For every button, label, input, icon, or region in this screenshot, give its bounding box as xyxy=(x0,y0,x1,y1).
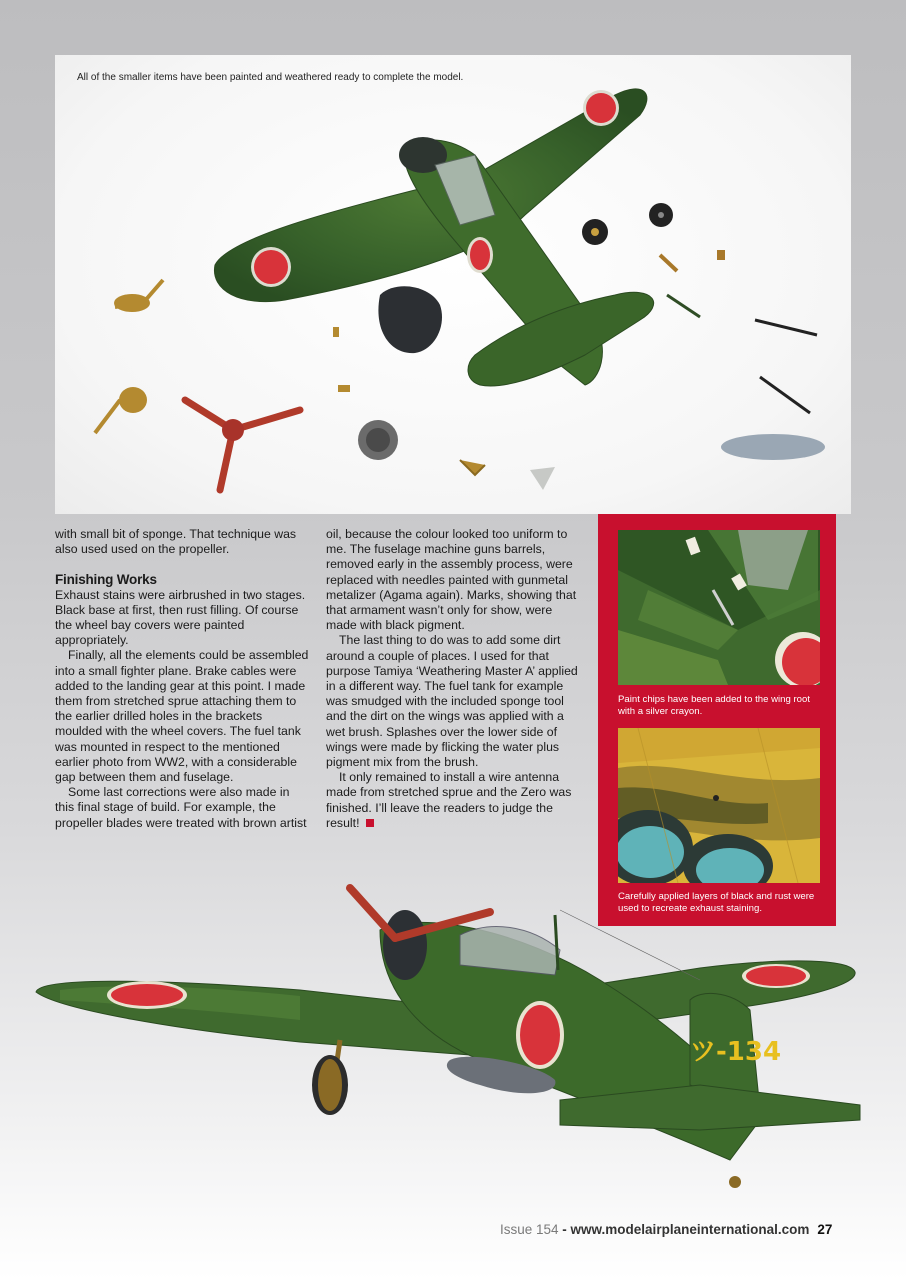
end-of-article-marker xyxy=(366,819,374,827)
top-photo xyxy=(55,55,851,514)
col2-paragraph-3-wrapper xyxy=(326,770,582,831)
inset-photo-wing-root xyxy=(618,530,820,685)
photo-sidebar xyxy=(598,514,836,926)
finished-model-image xyxy=(0,870,906,1200)
website-url[interactable]: www.modelairplaneinternational.com xyxy=(570,1222,810,1237)
page-number: 27 xyxy=(817,1222,833,1237)
issue-number: Issue 154 xyxy=(500,1222,559,1237)
col1-paragraph-2: Exhaust stains were airbrushed in two stages. Black base at first, then rust filling. Of course the wheel bay covers were painted appropriately. xyxy=(55,587,306,648)
section-heading: Finishing Works xyxy=(55,572,157,588)
inset-photo-exhaust xyxy=(618,728,820,883)
tail-code-text: ツ-134 xyxy=(690,1037,782,1067)
col2-paragraph-1: oil, because the colour looked too uniform to me. The fuselage machine guns barrels, removed early in the assembly process, were replaced with needles painted with gunmetal metalizer (Agama again). Marks, showing that that armament wasn’t only for show, were made with black pigment. xyxy=(326,527,577,633)
sidebar-caption-1: Paint chips have been added to the wing root with a silver crayon. xyxy=(618,694,811,718)
propeller-part xyxy=(185,400,300,490)
col2-paragraph-3: It only remained to install a wire antenna made from stretched sprue and the Zero was finished. I’ll leave the readers to judge the result! xyxy=(326,770,572,830)
article-column-2 xyxy=(326,527,582,831)
col1-paragraph-1: with small bit of sponge. That technique was also used used on the propeller. xyxy=(55,527,297,557)
top-photo-caption: All of the smaller items have been painted and weathered ready to complete the model. xyxy=(77,72,464,83)
page-footer xyxy=(500,1222,832,1237)
footer-separator: - xyxy=(558,1222,571,1237)
col2-paragraph-2: The last thing to do was to add some dirt around a couple of places. I used for that purpose Tamiya ‘Weathering Master A’ applied in a different way. The fuel tank for example was smudged with the included sponge tool and the dirt on the wings was applied with a wet brush. Splashes over the lower side of wings were made by flicking the water plus pigment mix from the brush. xyxy=(326,633,578,770)
parts-layout-image xyxy=(55,55,851,514)
article-column-1 xyxy=(55,527,310,831)
sidebar-caption-2: Carefully applied layers of black and rust were used to recreate exhaust staining. xyxy=(618,891,815,915)
col1-paragraph-4: Some last corrections were also made in this final stage of build. For example, the propeller blades were treated with brown artist xyxy=(55,785,307,830)
col1-paragraph-3: Finally, all the elements could be assembled into a small fighter plane. Brake cables were added to the landing gear at this point. I made them from stretched sprue attaching them to the earlier drilled holes in the brackets moulded with the wheel covers. The fuel tank was mounted in respect to the mentioned earlier photo from WW2, with a considerable gap between them and fuselage. xyxy=(55,648,309,785)
